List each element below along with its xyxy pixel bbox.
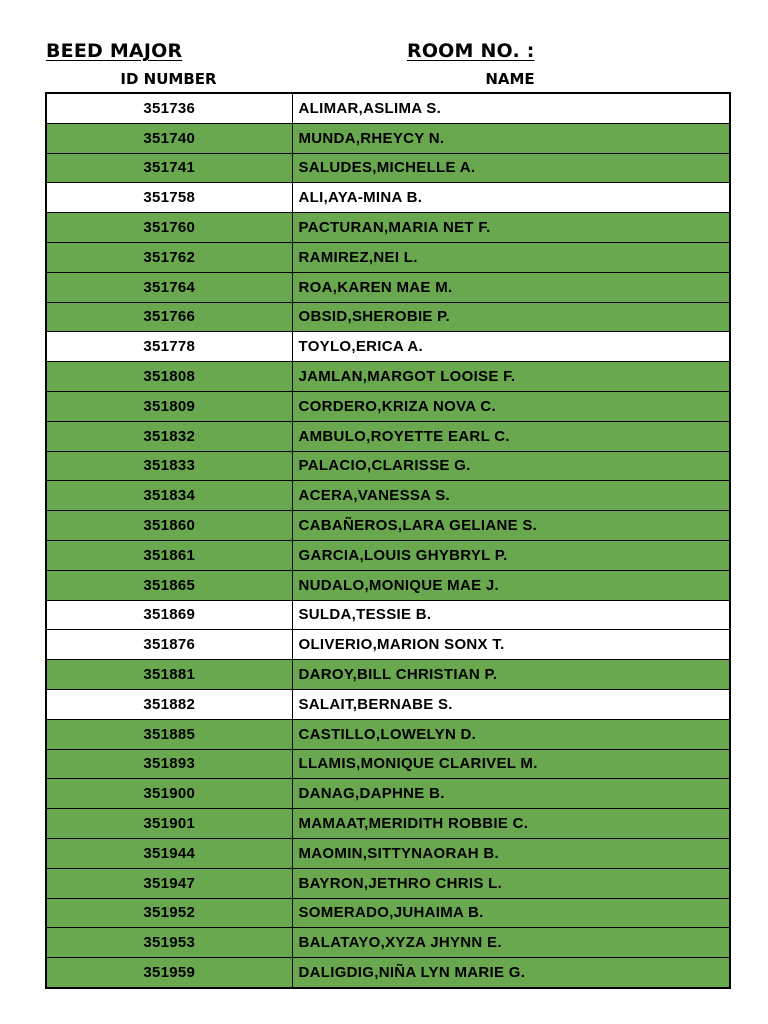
table-row xyxy=(46,183,730,213)
table-row xyxy=(46,868,730,898)
student-name-cell: OBSID,SHEROBIE P. xyxy=(292,302,730,332)
table-row xyxy=(46,898,730,928)
student-name-cell: BALATAYO,XYZA JHYNN E. xyxy=(292,928,730,958)
id-number-cell: 351953 xyxy=(46,928,292,958)
id-number-cell: 351861 xyxy=(46,540,292,570)
id-number-cell: 351944 xyxy=(46,838,292,868)
table-row xyxy=(46,809,730,839)
id-number-cell: 351764 xyxy=(46,272,292,302)
id-number-cell: 351741 xyxy=(46,153,292,183)
table-row xyxy=(46,362,730,392)
student-name-cell: AMBULO,ROYETTE EARL C. xyxy=(292,421,730,451)
student-name-cell: SALUDES,MICHELLE A. xyxy=(292,153,730,183)
student-name-cell: BAYRON,JETHRO CHRIS L. xyxy=(292,868,730,898)
table-row xyxy=(46,928,730,958)
student-name-cell: RAMIREZ,NEI L. xyxy=(292,242,730,272)
table-row xyxy=(46,600,730,630)
student-name-cell: TOYLO,ERICA A. xyxy=(292,332,730,362)
student-name-cell: ALIMAR,ASLIMA S. xyxy=(292,93,730,123)
student-name-cell: DANAG,DAPHNE B. xyxy=(292,779,730,809)
student-name-cell: SULDA,TESSIE B. xyxy=(292,600,730,630)
table-row xyxy=(46,779,730,809)
student-name-cell: LLAMIS,MONIQUE CLARIVEL M. xyxy=(292,749,730,779)
table-row xyxy=(46,540,730,570)
table-row xyxy=(46,391,730,421)
id-number-cell: 351778 xyxy=(46,332,292,362)
roster-body xyxy=(46,93,730,988)
table-row xyxy=(46,451,730,481)
id-number-cell: 351900 xyxy=(46,779,292,809)
id-number-cell: 351885 xyxy=(46,719,292,749)
table-row xyxy=(46,213,730,243)
id-number-cell: 351766 xyxy=(46,302,292,332)
id-number-cell: 351762 xyxy=(46,242,292,272)
student-name-cell: GARCIA,LOUIS GHYBRYL P. xyxy=(292,540,730,570)
table-row xyxy=(46,332,730,362)
student-name-cell: DALIGDIG,NIÑA LYN MARIE G. xyxy=(292,958,730,988)
table-row xyxy=(46,689,730,719)
table-row xyxy=(46,153,730,183)
student-name-cell: CASTILLO,LOWELYN D. xyxy=(292,719,730,749)
student-name-cell: OLIVERIO,MARION SONX T. xyxy=(292,630,730,660)
student-name-cell: SALAIT,BERNABE S. xyxy=(292,689,730,719)
id-number-cell: 351876 xyxy=(46,630,292,660)
id-number-cell: 351834 xyxy=(46,481,292,511)
id-number-cell: 351869 xyxy=(46,600,292,630)
id-number-cell: 351901 xyxy=(46,809,292,839)
id-number-cell: 351758 xyxy=(46,183,292,213)
student-name-cell: DAROY,BILL CHRISTIAN P. xyxy=(292,660,730,690)
page-title: BEED MAJOR xyxy=(46,40,183,62)
table-row xyxy=(46,958,730,988)
id-number-cell: 351947 xyxy=(46,868,292,898)
table-row xyxy=(46,242,730,272)
student-name-cell: MAOMIN,SITTYNAORAH B. xyxy=(292,838,730,868)
table-row xyxy=(46,421,730,451)
id-number-cell: 351740 xyxy=(46,123,292,153)
table-row xyxy=(46,630,730,660)
id-number-cell: 351881 xyxy=(46,660,292,690)
name-header: NAME xyxy=(485,70,535,88)
id-number-cell: 351736 xyxy=(46,93,292,123)
student-name-cell: PACTURAN,MARIA NET F. xyxy=(292,213,730,243)
id-number-cell: 351760 xyxy=(46,213,292,243)
table-row xyxy=(46,272,730,302)
table-row xyxy=(46,570,730,600)
student-name-cell: ROA,KAREN MAE M. xyxy=(292,272,730,302)
student-roster-table xyxy=(45,92,731,989)
student-name-cell: SOMERADO,JUHAIMA B. xyxy=(292,898,730,928)
id-number-cell: 351809 xyxy=(46,391,292,421)
student-name-cell: CABAÑEROS,LARA GELIANE S. xyxy=(292,511,730,541)
id-number-cell: 351882 xyxy=(46,689,292,719)
room-number-label: ROOM NO. : xyxy=(407,40,535,62)
table-row xyxy=(46,719,730,749)
id-number-cell: 351952 xyxy=(46,898,292,928)
student-name-cell: NUDALO,MONIQUE MAE J. xyxy=(292,570,730,600)
id-number-cell: 351808 xyxy=(46,362,292,392)
id-number-cell: 351860 xyxy=(46,511,292,541)
table-row xyxy=(46,302,730,332)
table-row xyxy=(46,660,730,690)
id-number-cell: 351893 xyxy=(46,749,292,779)
student-name-cell: CORDERO,KRIZA NOVA C. xyxy=(292,391,730,421)
id-number-cell: 351833 xyxy=(46,451,292,481)
id-number-cell: 351832 xyxy=(46,421,292,451)
table-row xyxy=(46,511,730,541)
table-row xyxy=(46,749,730,779)
student-name-cell: ACERA,VANESSA S. xyxy=(292,481,730,511)
student-name-cell: PALACIO,CLARISSE G. xyxy=(292,451,730,481)
id-number-cell: 351959 xyxy=(46,958,292,988)
student-name-cell: JAMLAN,MARGOT LOOISE F. xyxy=(292,362,730,392)
id-number-cell: 351865 xyxy=(46,570,292,600)
table-row xyxy=(46,93,730,123)
student-name-cell: ALI,AYA-MINA B. xyxy=(292,183,730,213)
table-row xyxy=(46,838,730,868)
id-number-header: ID NUMBER xyxy=(120,70,217,88)
table-row xyxy=(46,481,730,511)
student-name-cell: MUNDA,RHEYCY N. xyxy=(292,123,730,153)
table-row xyxy=(46,123,730,153)
student-name-cell: MAMAAT,MERIDITH ROBBIE C. xyxy=(292,809,730,839)
